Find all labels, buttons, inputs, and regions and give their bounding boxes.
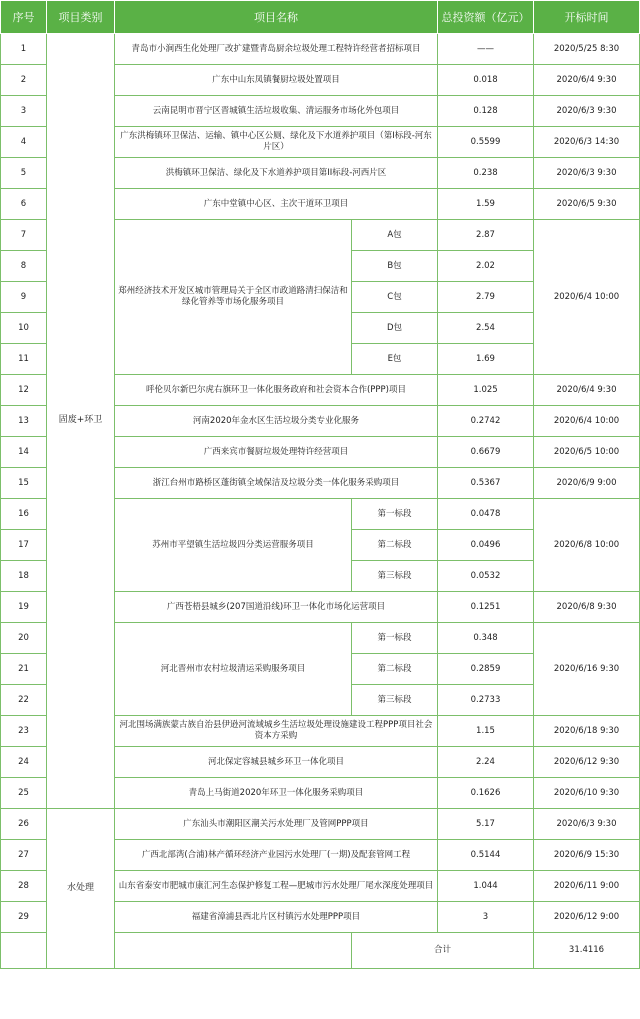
investment-amount: 0.018 (438, 65, 534, 96)
bid-time: 2020/6/12 9:30 (534, 747, 640, 778)
row-number: 17 (1, 530, 47, 561)
row-number: 19 (1, 592, 47, 623)
investment-amount: 0.5367 (438, 468, 534, 499)
investment-amount: 0.238 (438, 158, 534, 189)
row-number: 2 (1, 65, 47, 96)
investment-amount: 0.5144 (438, 840, 534, 871)
sub-package: D包 (352, 313, 438, 344)
investment-amount: 2.87 (438, 220, 534, 251)
row-number: 23 (1, 716, 47, 747)
investment-amount: 1.69 (438, 344, 534, 375)
bid-time: 2020/6/10 9:30 (534, 778, 640, 809)
project-name: 广西来宾市餐厨垃圾处理特许经营项目 (115, 437, 438, 468)
investment-amount: 1.59 (438, 189, 534, 220)
row-number: 21 (1, 654, 47, 685)
bid-time: 2020/6/4 9:30 (534, 65, 640, 96)
project-name: 呼伦贝尔新巴尔虎右旗环卫一体化服务政府和社会资本合作(PPP)项目 (115, 375, 438, 406)
investment-amount: 2.79 (438, 282, 534, 313)
row-number: 18 (1, 561, 47, 592)
category-water: 水处理 (47, 809, 115, 969)
project-name: 广西北部湾(合浦)林产循环经济产业园污水处理厂(一期)及配套管网工程 (115, 840, 438, 871)
project-name: 河南2020年金水区生活垃圾分类专业化服务 (115, 406, 438, 437)
row-number: 28 (1, 871, 47, 902)
project-name: 河北围场满族蒙古族自治县伊逊河流域城乡生活垃圾处理设施建设工程PPP项目社会资本方采购 (115, 716, 438, 747)
investment-amount: 0.0532 (438, 561, 534, 592)
row-number: 13 (1, 406, 47, 437)
sub-section: 第一标段 (352, 499, 438, 530)
project-name: 浙江台州市路桥区蓬街镇全域保洁及垃圾分类一体化服务采购项目 (115, 468, 438, 499)
investment-amount: 0.0496 (438, 530, 534, 561)
bid-time: 2020/6/3 9:30 (534, 809, 640, 840)
investment-amount: —— (438, 34, 534, 65)
row-number: 24 (1, 747, 47, 778)
investment-amount: 3 (438, 902, 534, 933)
bid-time: 2020/6/8 9:30 (534, 592, 640, 623)
header-investment: 总投资额（亿元） (438, 1, 534, 34)
header-category: 项目类别 (47, 1, 115, 34)
project-name: 青岛市小涧西生化处理厂改扩建暨青岛厨余垃圾处理工程特许经营者招标项目 (115, 34, 438, 65)
row-number: 7 (1, 220, 47, 251)
total-empty-cell (1, 933, 47, 969)
sub-package: A包 (352, 220, 438, 251)
investment-amount: 0.1626 (438, 778, 534, 809)
bid-time: 2020/6/5 9:30 (534, 189, 640, 220)
investment-amount: 0.1251 (438, 592, 534, 623)
table-row (1, 809, 640, 840)
sub-section: 第三标段 (352, 561, 438, 592)
bid-time: 2020/5/25 8:30 (534, 34, 640, 65)
project-name: 山东省泰安市肥城市康汇河生态保护修复工程—肥城市污水处理厂尾水深度处理项目 (115, 871, 438, 902)
row-number: 9 (1, 282, 47, 313)
row-number: 6 (1, 189, 47, 220)
project-name: 广东中堂镇中心区、主次干道环卫项目 (115, 189, 438, 220)
bid-time: 2020/6/3 9:30 (534, 96, 640, 127)
project-name: 福建省漳浦县西北片区村镇污水处理PPP项目 (115, 902, 438, 933)
row-number: 15 (1, 468, 47, 499)
project-name-suzhou: 苏州市平望镇生活垃圾四分类运营服务项目 (115, 499, 352, 592)
row-number: 1 (1, 34, 47, 65)
investment-amount: 2.02 (438, 251, 534, 282)
row-number: 8 (1, 251, 47, 282)
row-number: 27 (1, 840, 47, 871)
row-number: 11 (1, 344, 47, 375)
total-amount: 31.4116 (534, 933, 640, 969)
bid-time: 2020/6/12 9:00 (534, 902, 640, 933)
investment-amount: 5.17 (438, 809, 534, 840)
category-waste: 固废+环卫 (47, 34, 115, 809)
bid-time-hebei: 2020/6/16 9:30 (534, 623, 640, 716)
project-name: 云南昆明市晋宁区晋城镇生活垃圾收集、清运服务市场化外包项目 (115, 96, 438, 127)
project-name: 广东洪梅镇环卫保洁、运输、镇中心区公厕、绿化及下水道养护项目（第I标段-河东片区） (115, 127, 438, 158)
investment-amount: 0.6679 (438, 437, 534, 468)
sub-section: 第二标段 (352, 530, 438, 561)
investment-amount: 0.128 (438, 96, 534, 127)
bid-time: 2020/6/4 10:00 (534, 406, 640, 437)
project-name: 河北保定容城县城乡环卫一体化项目 (115, 747, 438, 778)
bid-time: 2020/6/11 9:00 (534, 871, 640, 902)
row-number: 14 (1, 437, 47, 468)
investment-amount: 0.5599 (438, 127, 534, 158)
investment-amount: 1.025 (438, 375, 534, 406)
header-bid-time: 开标时间 (534, 1, 640, 34)
sub-package: B包 (352, 251, 438, 282)
row-number: 10 (1, 313, 47, 344)
row-number: 26 (1, 809, 47, 840)
bid-time: 2020/6/3 14:30 (534, 127, 640, 158)
bid-time-suzhou: 2020/6/8 10:00 (534, 499, 640, 592)
project-name: 广东汕头市潮阳区潮关污水处理厂及管网PPP项目 (115, 809, 438, 840)
investment-amount: 0.2733 (438, 685, 534, 716)
row-number: 22 (1, 685, 47, 716)
bid-time: 2020/6/9 15:30 (534, 840, 640, 871)
sub-package: C包 (352, 282, 438, 313)
sub-section: 第三标段 (352, 685, 438, 716)
row-number: 5 (1, 158, 47, 189)
row-number: 25 (1, 778, 47, 809)
table-header-row (1, 1, 640, 34)
project-name: 洪梅镇环卫保洁、绿化及下水道养护项目第II标段-河西片区 (115, 158, 438, 189)
investment-amount: 2.24 (438, 747, 534, 778)
investment-amount: 1.15 (438, 716, 534, 747)
investment-amount: 2.54 (438, 313, 534, 344)
sub-section: 第一标段 (352, 623, 438, 654)
row-number: 12 (1, 375, 47, 406)
project-name-hebei: 河北晋州市农村垃圾清运采购服务项目 (115, 623, 352, 716)
sub-package: E包 (352, 344, 438, 375)
project-name: 广东中山东凤镇餐厨垃圾处置项目 (115, 65, 438, 96)
investment-amount: 0.348 (438, 623, 534, 654)
row-number: 4 (1, 127, 47, 158)
row-number: 16 (1, 499, 47, 530)
sub-section: 第二标段 (352, 654, 438, 685)
project-name-zhengzhou: 郑州经济技术开发区城市管理局关于全区市政道路清扫保洁和绿化管养等市场化服务项目 (115, 220, 352, 375)
investment-amount: 0.0478 (438, 499, 534, 530)
bid-time-zhengzhou: 2020/6/4 10:00 (534, 220, 640, 375)
bid-time: 2020/6/18 9:30 (534, 716, 640, 747)
investment-amount: 0.2742 (438, 406, 534, 437)
table-row (1, 34, 640, 65)
investment-amount: 1.044 (438, 871, 534, 902)
row-number: 20 (1, 623, 47, 654)
row-number: 29 (1, 902, 47, 933)
header-serial: 序号 (1, 1, 47, 34)
total-category-cell (115, 933, 352, 969)
bid-time: 2020/6/5 10:00 (534, 437, 640, 468)
project-name: 广西苍梧县城乡(207国道沿线)环卫一体化市场化运营项目 (115, 592, 438, 623)
header-project-name: 项目名称 (115, 1, 438, 34)
bid-time: 2020/6/9 9:00 (534, 468, 640, 499)
bid-time: 2020/6/4 9:30 (534, 375, 640, 406)
investment-amount: 0.2859 (438, 654, 534, 685)
row-number: 3 (1, 96, 47, 127)
bid-time: 2020/6/3 9:30 (534, 158, 640, 189)
project-name: 青岛上马街道2020年环卫一体化服务采购项目 (115, 778, 438, 809)
total-label: 合计 (352, 933, 534, 969)
